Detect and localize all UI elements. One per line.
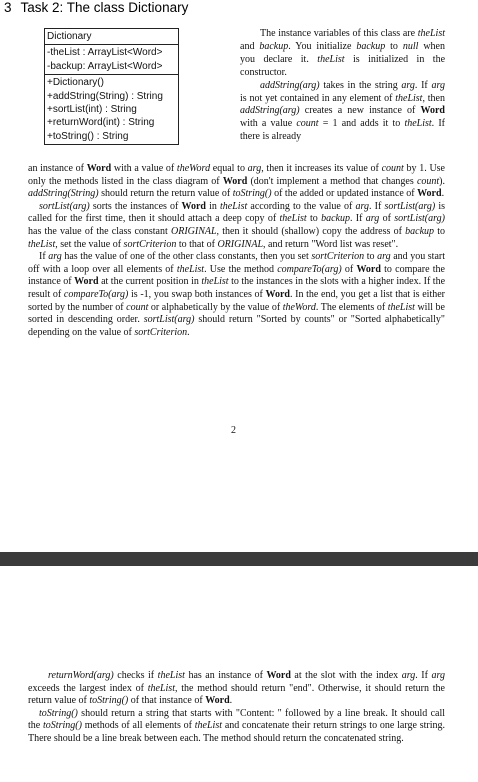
uml-attribute: -theList : ArrayList<Word> [47, 47, 163, 59]
page-number: 2 [231, 425, 236, 436]
uml-class-diagram [44, 28, 179, 145]
full-width-text [28, 163, 445, 339]
uml-class-name: Dictionary [47, 31, 92, 42]
paragraph-instance-variables: The instance variables of this class are theList and backup. You initialize backup to null when you declare it. theList is initialized in the constructor. [240, 28, 446, 78]
uml-method: +toString() : String [47, 130, 129, 142]
paragraph-addstring-continued: an instance of Word with a value of theWord equal to arg, then it increases its value of count by 1. Use only the methods listed in the class diagram of Word (don't implement a method that changes count). addString(String) should return the return value of toString() of the added or updated instance of Word. [28, 163, 445, 200]
uml-method: +addString(String) : String [47, 90, 163, 102]
side-text-column [240, 28, 445, 144]
page2-text [28, 670, 445, 746]
paragraph-addstring: addString(arg) takes in the string arg. If arg is not yet contained in any element of theList, then addString(arg) creates a new instance of Word with a value count = 1 and adds it to theList. If there is already [240, 79, 445, 143]
uml-attributes-section [45, 45, 178, 75]
uml-class-name-section [45, 29, 178, 45]
uml-attribute: -backup: ArrayList<Word> [47, 60, 163, 72]
document-page-2 [0, 566, 478, 782]
section-number: 3 [4, 0, 12, 15]
paragraph-sortlist: sortList(arg) sorts the instances of Word in theList according to the value of arg. If sortList(arg) is called for the first time, then it should attach a deep copy of theList to backup. If arg of sortList(arg) has the value of the class constant ORIGINAL, then it should (shallow) copy the address of backup to theList, set the value of sortCriterion to that of ORIGINAL, and return "Word list was reset". [28, 200, 446, 250]
paragraph-tostring: toString() should return a string that starts with "Content: " followed by a line break. It should call the toString() methods of all elements of theList and concatenate their return strings to one large string. There should be a line break between each. The method should return the concatenated string. [28, 707, 445, 744]
paragraph-sort-constants: If arg has the value of one of the other class constants, then you set sortCriterion to arg and you start off with a loop over all elements of theList. Use the method compareTo(arg) of Word to compare the instance of Word at the current position in theList to the instances in the slots with a higher index. If the result of compareTo(arg) is -1, you swap both instances of Word. In the end, you get a list that is either sorted by the number of count or alphabetically by the value of theWord. The elements of theList will be sorted in descending order. sortList(arg) should return "Sorted by counts" or "Sorted alphabetically" depending on the value of sortCriterion. [28, 251, 446, 338]
section-heading [4, 0, 188, 15]
uml-method: +Dictionary() [47, 77, 104, 89]
uml-method: +sortList(int) : String [47, 104, 137, 116]
paragraph-returnword: returnWord(arg) checks if theList has an instance of Word at the slot with the index arg. If arg exceeds the largest index of theList, the method should return "end". Otherwise, it should return the return value of toString() of that instance of Word. [28, 670, 445, 707]
uml-method: +returnWord(int) : String [47, 117, 155, 129]
uml-methods-section [45, 75, 178, 144]
section-title: Task 2: The class Dictionary [20, 0, 189, 15]
page-separator [0, 552, 478, 566]
